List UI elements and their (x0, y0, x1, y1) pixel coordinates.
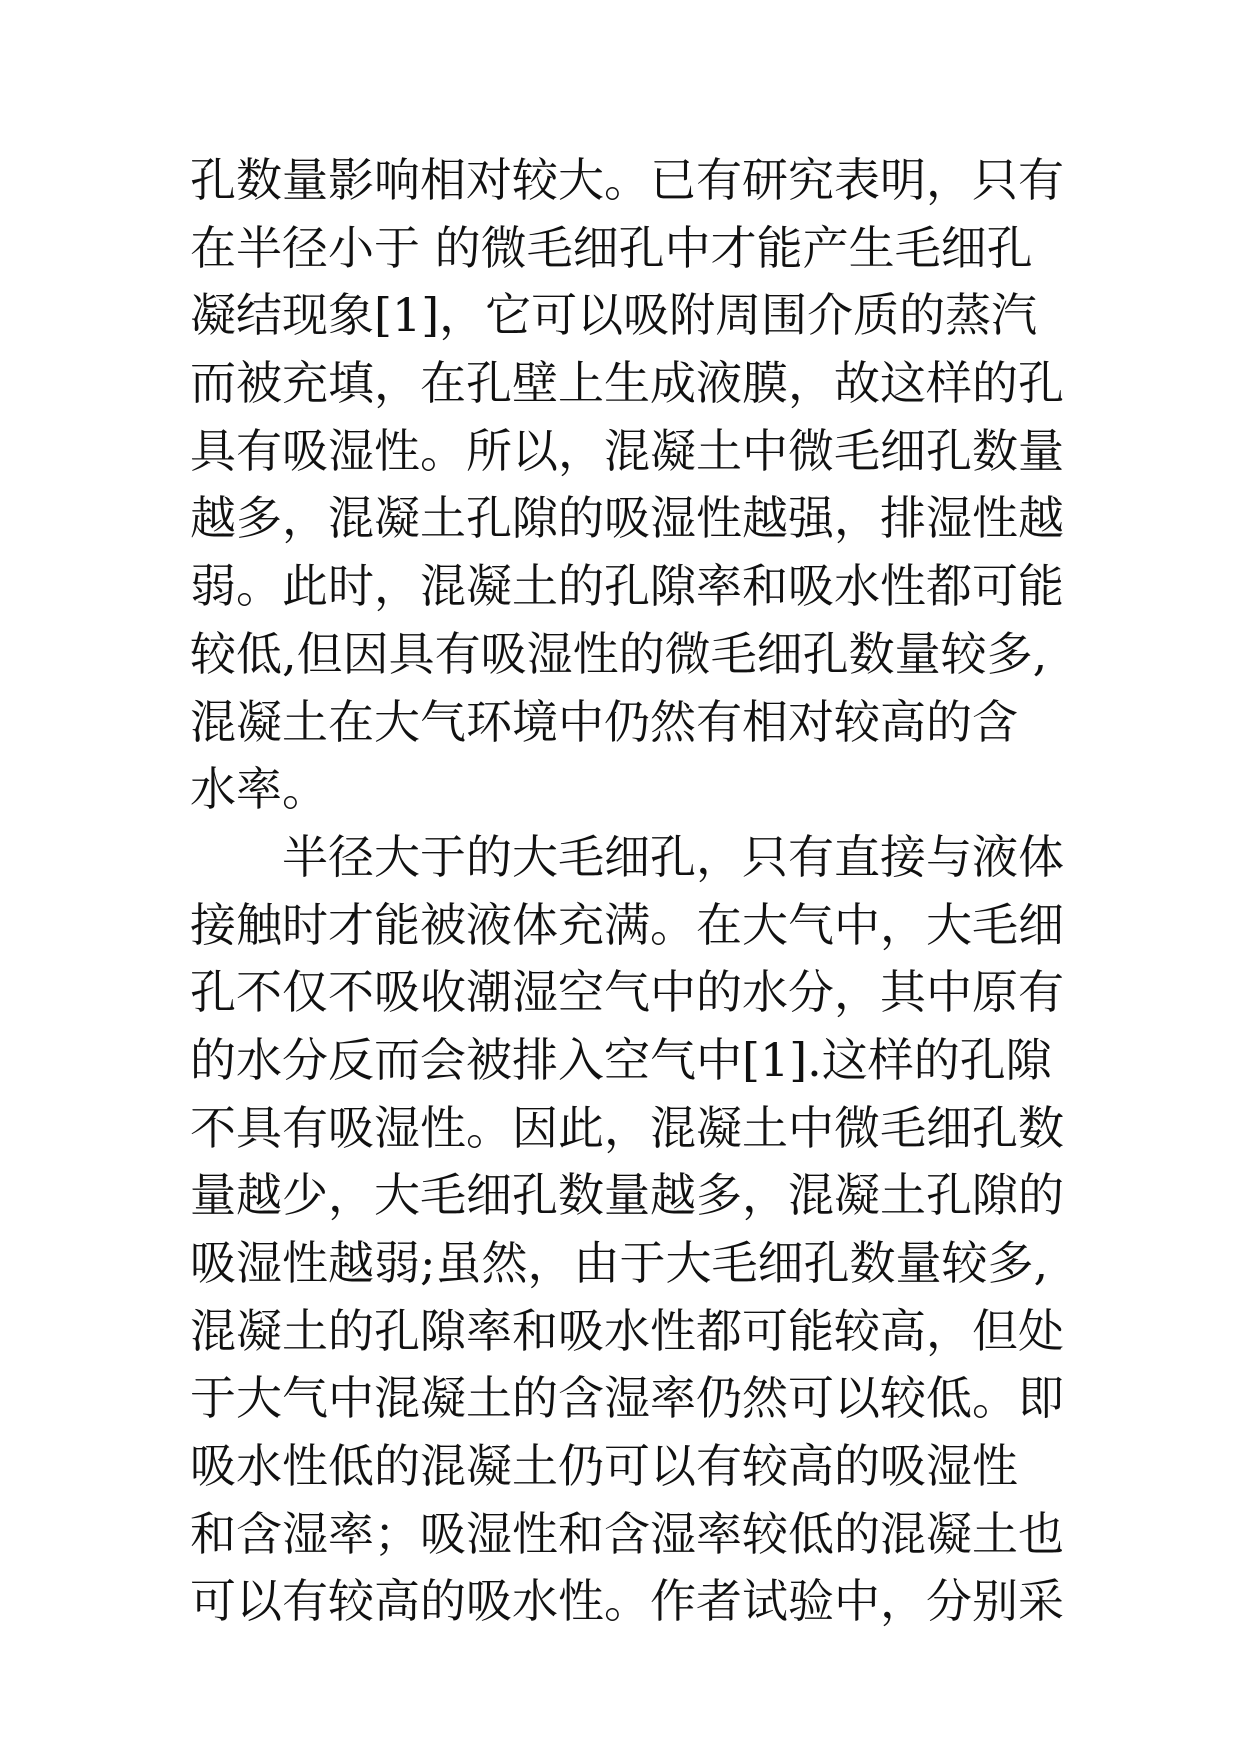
text-line: 吸湿性越弱;虽然，由于大毛细孔数量较多, (190, 1236, 1049, 1290)
text-line: 量越少，大毛细孔数量越多，混凝土孔隙的 (190, 1168, 1064, 1223)
text-line: 水率。 (190, 762, 328, 817)
text-line: 而被充填，在孔壁上生成液膜，故这样的孔 (190, 356, 1064, 411)
text-line: 混凝土的孔隙率和吸水性都可能较高，但处 (190, 1303, 1064, 1358)
text-line: 的水分反而会被排入空气中[1].这样的孔隙 (190, 1032, 1052, 1087)
text-line: 孔数量影响相对较大。已有研究表明，只有 (190, 153, 1064, 207)
text-line: 半径大于的大毛细孔，只有直接与液体 (282, 829, 1064, 884)
text-line: 可以有较高的吸水性。作者试验中，分别采 (190, 1574, 1064, 1629)
text-line: 于大气中混凝土的含湿率仍然可以较低。即 (190, 1371, 1064, 1426)
text-line: 凝结现象[1]，它可以吸附周围介质的蒸汽 (190, 288, 1038, 343)
text-line: 弱。此时，混凝土的孔隙率和吸水性都可能 (190, 559, 1064, 614)
text-line: 吸水性低的混凝土仍可以有较高的吸湿性 (190, 1439, 1018, 1494)
text-line: 和含湿率；吸湿性和含湿率较低的混凝土也 (190, 1506, 1064, 1561)
text-line: 接触时才能被液体充满。在大气中，大毛细 (190, 897, 1064, 952)
body-text (190, 147, 1070, 1636)
text-line: 具有吸湿性。所以，混凝土中微毛细孔数量 (190, 423, 1064, 478)
text-line: 较低,但因具有吸湿性的微毛细孔数量较多, (190, 626, 1048, 681)
text-line: 在半径小于 的微毛细孔中才能产生毛细孔 (190, 220, 1033, 275)
text-line: 混凝土在大气环境中仍然有相对较高的含 (190, 694, 1018, 749)
text-line: 孔不仅不吸收潮湿空气中的水分，其中原有 (190, 965, 1064, 1020)
text-line: 越多，混凝土孔隙的吸湿性越强，排湿性越 (190, 491, 1064, 546)
text-line: 不具有吸湿性。因此，混凝土中微毛细孔数 (190, 1100, 1064, 1155)
